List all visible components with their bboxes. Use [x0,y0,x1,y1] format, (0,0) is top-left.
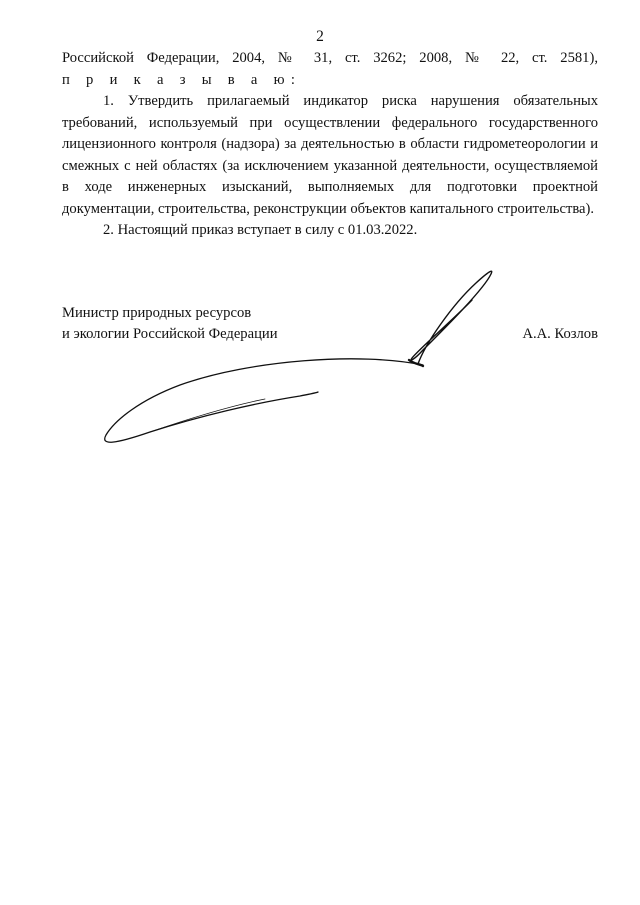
signer-position-line-1: Министр природных ресурсов [62,305,252,321]
signer-position [62,303,278,345]
order-body [62,48,598,242]
order-item-1: 1. Утвердить прилагаемый индикатор риска нарушения обязательных требований, используемый при осуществлении федерального государственного лицензионного контроля (надзора) за деятельностью в области гидрометеорологии и смежных с ней областях (за исключением указанной деятельности, осуществляемой в ходе инженерных изысканий, выполняемых для подготовки проектной документации, строительства, реконструкции объектов капитального строительства). [62,93,598,217]
page-number: 2 [316,28,324,45]
order-item-2: 2. Настоящий приказ вступает в силу с 01.03.2022. [103,222,418,238]
order-word: п р и к а з ы в а ю: [62,71,302,88]
signer-name: А.А. Козлов [522,326,598,342]
signer-position-line-2: и экологии Российской Федерации [62,326,278,342]
intro-line: Российской Федерации, 2004, № 31, ст. 3262; 2008, № 22, ст. 2581), [62,50,598,66]
